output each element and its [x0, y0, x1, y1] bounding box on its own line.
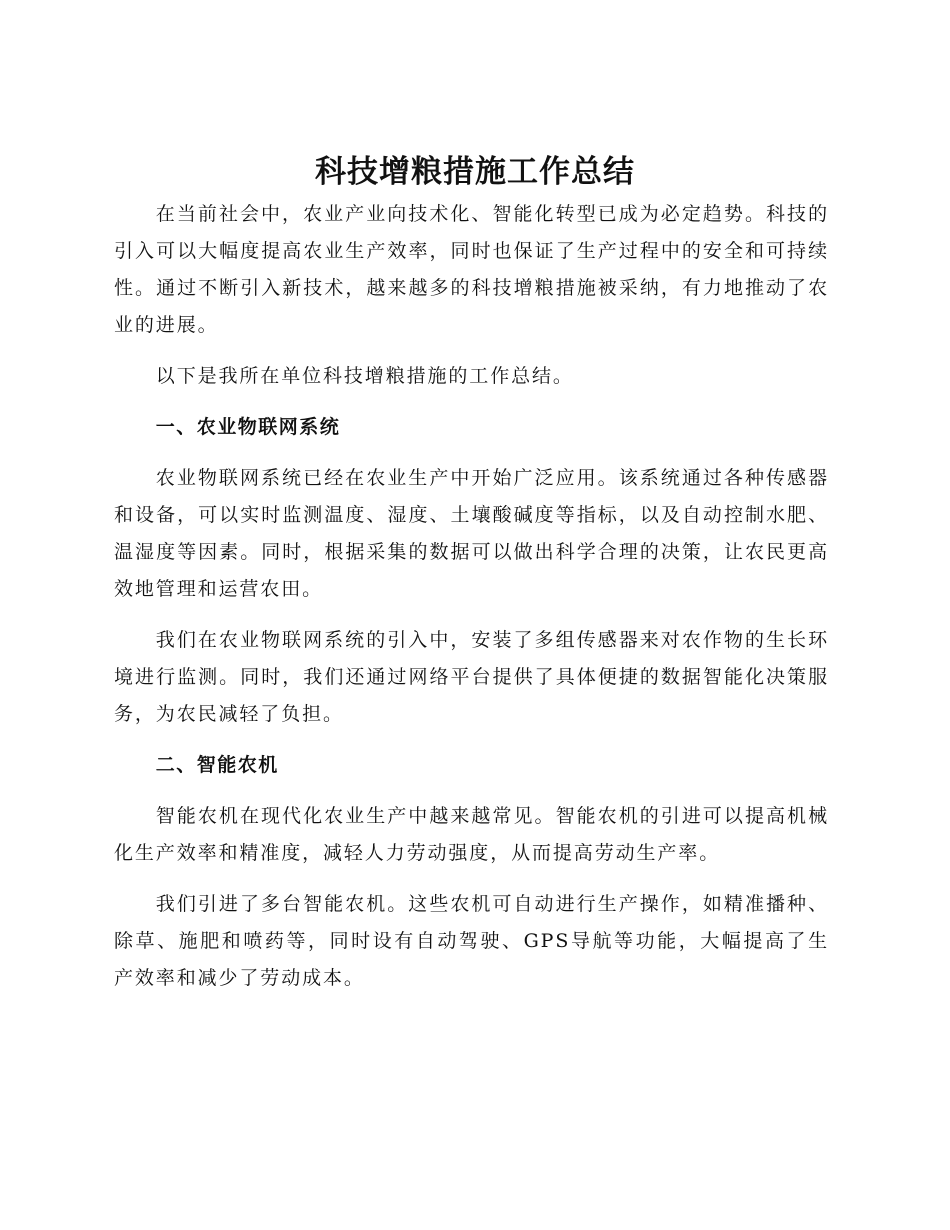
machinery-paragraph-1: 智能农机在现代化农业生产中越来越常见。智能农机的引进可以提高机械化生产效率和精准度，减轻人力劳动强度，从而提高劳动生产率。 [114, 805, 829, 864]
paragraph-spacer [114, 395, 829, 409]
document-body [114, 196, 829, 997]
intro-paragraph: 在当前社会中，农业产业向技术化、智能化转型已成为必定趋势。科技的引入可以大幅度提高农业生产效率，同时也保证了生产过程中的安全和可持续性。通过不断引入新技术，越来越多的科技增粮措施被采纳，有力地推动了农业的进展。 [114, 203, 829, 336]
paragraph-spacer [114, 344, 829, 358]
machinery-paragraph-2: 我们引进了多台智能农机。这些农机可自动进行生产操作，如精准播种、除草、施肥和喷药等，同时设有自动驾驶、GPS导航等功能，大幅提高了生产效率和减少了劳动成本。 [114, 893, 829, 989]
iot-paragraph-1: 农业物联网系统已经在农业生产中开始广泛应用。该系统通过各种传感器和设备，可以实时监测温度、湿度、土壤酸碱度等指标，以及自动控制水肥、温湿度等因素。同时，根据采集的数据可以做出科学合理的决策，让农民更高效地管理和运营农田。 [114, 467, 829, 600]
iot-paragraph-2: 我们在农业物联网系统的引入中，安装了多组传感器来对农作物的生长环境进行监测。同时，我们还通过网络平台提供了具体便捷的数据智能化决策服务，为农民减轻了负担。 [114, 629, 829, 725]
paragraph-spacer [114, 784, 829, 798]
lead-paragraph: 以下是我所在单位科技增粮措施的工作总结。 [155, 365, 574, 387]
paragraph-spacer [114, 733, 829, 747]
paragraph-spacer [114, 872, 829, 886]
paragraph-spacer [114, 446, 829, 460]
document-title: 科技增粮措施工作总结 [315, 154, 635, 190]
paragraph-spacer [114, 608, 829, 622]
section-heading-smart-machinery: 二、智能农机 [155, 754, 279, 776]
section-heading-iot: 一、农业物联网系统 [155, 416, 341, 438]
